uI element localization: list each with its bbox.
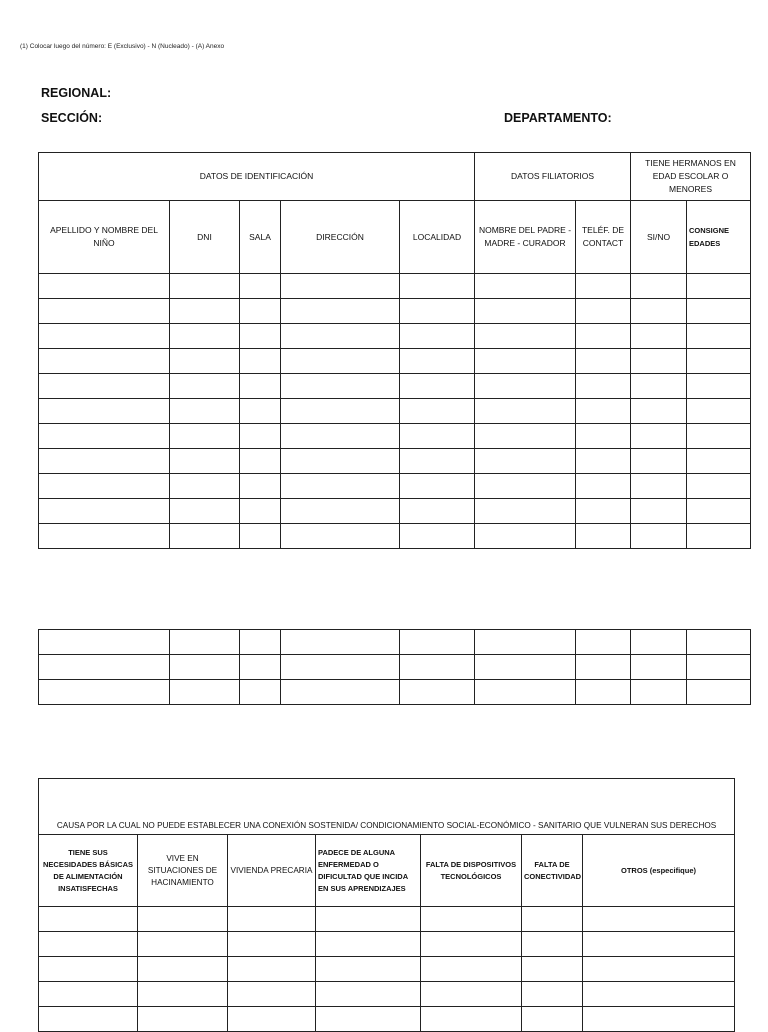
table-cell[interactable] [631, 474, 687, 499]
column-header-telefono: TELÉF. DE CONTACT [576, 201, 631, 274]
table-cell[interactable] [240, 399, 281, 424]
table-row [39, 499, 751, 524]
table-cell[interactable] [228, 957, 316, 982]
table-cell[interactable] [39, 274, 170, 299]
table-cell[interactable] [522, 932, 583, 957]
table-row [39, 630, 751, 655]
table-cell[interactable] [281, 499, 400, 524]
departamento-label: DEPARTAMENTO: [504, 111, 612, 125]
footnote-text: (1) Colocar luego del número: E (Exclusivo) - N (Nucleado) - (A) Anexo [20, 43, 225, 50]
table-cell[interactable] [576, 474, 631, 499]
table-cell[interactable] [170, 630, 240, 655]
table-cell[interactable] [631, 424, 687, 449]
table-cell[interactable] [39, 399, 170, 424]
table-cell[interactable] [39, 374, 170, 399]
table-cell[interactable] [631, 680, 687, 705]
table-cell[interactable] [631, 349, 687, 374]
table-cell[interactable] [475, 299, 576, 324]
table-cell[interactable] [39, 499, 170, 524]
table-cell[interactable] [576, 630, 631, 655]
column-header-enfermedad: PADECE DE ALGUNA ENFERMEDAD O DIFICULTAD QUE INCIDA EN SUS APRENDIZAJES [316, 835, 421, 907]
table-cell[interactable] [687, 374, 751, 399]
table-cell[interactable] [400, 499, 475, 524]
seccion-label: SECCIÓN: [41, 111, 103, 125]
table-cell[interactable] [631, 399, 687, 424]
table-row [39, 1007, 735, 1032]
table-cell[interactable] [522, 907, 583, 932]
table-cell[interactable] [687, 449, 751, 474]
table-cell[interactable] [281, 374, 400, 399]
table-cell[interactable] [170, 449, 240, 474]
table-cell[interactable] [138, 1007, 228, 1032]
table-cell[interactable] [687, 299, 751, 324]
table-cell[interactable] [281, 630, 400, 655]
table-cell[interactable] [576, 449, 631, 474]
table-cell[interactable] [475, 449, 576, 474]
table-row [39, 424, 751, 449]
table-cell[interactable] [39, 982, 138, 1007]
column-header-dispositivos: FALTA DE DISPOSITIVOS TECNOLÓGICOS [421, 835, 522, 907]
table-cell[interactable] [475, 399, 576, 424]
table-cell[interactable] [687, 349, 751, 374]
table-cell[interactable] [475, 655, 576, 680]
table-cell[interactable] [400, 424, 475, 449]
table-cell[interactable] [170, 680, 240, 705]
table-cell[interactable] [687, 424, 751, 449]
table-cell[interactable] [240, 274, 281, 299]
column-header-hacinamiento: VIVE EN SITUACIONES DE HACINAMIENTO [138, 835, 228, 907]
column-header-conectividad: FALTA DE CONECTIVIDAD [522, 835, 583, 907]
table-cell[interactable] [631, 324, 687, 349]
table-cell[interactable] [170, 324, 240, 349]
column-header-otros: OTROS (especifique) [583, 835, 735, 907]
table-cell[interactable] [39, 932, 138, 957]
table-cell[interactable] [281, 424, 400, 449]
table-cell[interactable] [39, 524, 170, 549]
table-cell[interactable] [240, 680, 281, 705]
regional-label: REGIONAL: [41, 86, 112, 100]
table-cell[interactable] [170, 399, 240, 424]
table-cell[interactable] [576, 424, 631, 449]
table-cell[interactable] [240, 424, 281, 449]
table-cell[interactable] [576, 680, 631, 705]
table-cell[interactable] [475, 499, 576, 524]
table-row [39, 449, 751, 474]
table-cell[interactable] [138, 957, 228, 982]
table-cell[interactable] [170, 374, 240, 399]
table-cell[interactable] [576, 324, 631, 349]
table-cell[interactable] [631, 499, 687, 524]
column-header-vivienda-precaria: VIVIENDA PRECARIA [228, 835, 316, 907]
table-cell[interactable] [281, 324, 400, 349]
table-cell[interactable] [475, 630, 576, 655]
table-cell[interactable] [316, 1007, 421, 1032]
column-header-dni: DNI [170, 201, 240, 274]
column-header-sala: SALA [240, 201, 281, 274]
table-cell[interactable] [39, 299, 170, 324]
table-cell[interactable] [421, 932, 522, 957]
table-cell[interactable] [170, 299, 240, 324]
table-cell[interactable] [281, 524, 400, 549]
student-identification-table-continued [38, 629, 751, 705]
table-cell[interactable] [421, 1007, 522, 1032]
table-cell[interactable] [576, 299, 631, 324]
header-causa-conexion: CAUSA POR LA CUAL NO PUEDE ESTABLECER UNA CONEXIÓN SOSTENIDA/ CONDICIONAMIENTO SOCIAL-ECONÓMICO - SANITARIO QUE VULNERAN SUS DERECHOS [39, 779, 735, 835]
table-row [39, 524, 751, 549]
column-header-apellido-nombre: APELLIDO Y NOMBRE DEL NIÑO [39, 201, 170, 274]
table-row [39, 324, 751, 349]
table-cell[interactable] [170, 424, 240, 449]
table-cell[interactable] [631, 374, 687, 399]
table-cell[interactable] [39, 655, 170, 680]
table-cell[interactable] [522, 957, 583, 982]
table-cell[interactable] [400, 399, 475, 424]
table-cell[interactable] [421, 982, 522, 1007]
table-cell[interactable] [687, 324, 751, 349]
table-cell[interactable] [400, 655, 475, 680]
column-header-consigne-edades: CONSIGNE EDADES [687, 201, 751, 274]
table-cell[interactable] [631, 299, 687, 324]
table-cell[interactable] [576, 524, 631, 549]
table-cell[interactable] [475, 374, 576, 399]
table-row [39, 274, 751, 299]
table-cell[interactable] [687, 630, 751, 655]
table-cell[interactable] [687, 399, 751, 424]
table-row [39, 957, 735, 982]
table-cell[interactable] [39, 907, 138, 932]
table-cell[interactable] [576, 274, 631, 299]
table-cell[interactable] [475, 680, 576, 705]
table-cell[interactable] [316, 957, 421, 982]
table-cell[interactable] [421, 907, 522, 932]
table-cell[interactable] [170, 274, 240, 299]
table-cell[interactable] [522, 1007, 583, 1032]
table-cell[interactable] [170, 655, 240, 680]
table-cell[interactable] [475, 324, 576, 349]
table-cell[interactable] [400, 474, 475, 499]
table-cell[interactable] [39, 630, 170, 655]
table-row [39, 982, 735, 1007]
table-cell[interactable] [400, 324, 475, 349]
column-header-si-no: SI/NO [631, 201, 687, 274]
table-cell[interactable] [583, 932, 735, 957]
table-cell[interactable] [240, 299, 281, 324]
table-cell[interactable] [39, 324, 170, 349]
table-cell[interactable] [240, 324, 281, 349]
table-cell[interactable] [240, 630, 281, 655]
table-cell[interactable] [170, 474, 240, 499]
table-cell[interactable] [39, 474, 170, 499]
table-cell[interactable] [170, 524, 240, 549]
header-datos-filiatorios: DATOS FILIATORIOS [475, 153, 631, 201]
table-cell[interactable] [316, 907, 421, 932]
table-cell[interactable] [281, 274, 400, 299]
table-cell[interactable] [281, 474, 400, 499]
table-cell[interactable] [138, 932, 228, 957]
table-cell[interactable] [240, 655, 281, 680]
table-cell[interactable] [400, 449, 475, 474]
table-cell[interactable] [240, 524, 281, 549]
table-cell[interactable] [240, 474, 281, 499]
table-cell[interactable] [576, 399, 631, 424]
table-cell[interactable] [39, 424, 170, 449]
table-cell[interactable] [400, 524, 475, 549]
table-cell[interactable] [240, 499, 281, 524]
table-cell[interactable] [39, 1007, 138, 1032]
table-row [39, 474, 751, 499]
table-cell[interactable] [240, 449, 281, 474]
table-cell[interactable] [400, 680, 475, 705]
table-cell[interactable] [281, 299, 400, 324]
student-identification-table [38, 152, 751, 549]
table-cell[interactable] [475, 474, 576, 499]
table-cell[interactable] [576, 349, 631, 374]
connectivity-causes-table [38, 778, 735, 1032]
table-cell[interactable] [39, 680, 170, 705]
table-cell[interactable] [583, 982, 735, 1007]
table-cell[interactable] [687, 499, 751, 524]
table-cell[interactable] [687, 274, 751, 299]
table-cell[interactable] [576, 499, 631, 524]
table-cell[interactable] [281, 655, 400, 680]
table-cell[interactable] [576, 655, 631, 680]
table-row [39, 907, 735, 932]
table-cell[interactable] [475, 274, 576, 299]
table-cell[interactable] [400, 349, 475, 374]
table-cell[interactable] [39, 349, 170, 374]
table-cell[interactable] [400, 274, 475, 299]
table-cell[interactable] [138, 982, 228, 1007]
table-cell[interactable] [576, 374, 631, 399]
table-cell[interactable] [281, 349, 400, 374]
table-cell[interactable] [228, 1007, 316, 1032]
table-row [39, 349, 751, 374]
table-cell[interactable] [421, 957, 522, 982]
table-cell[interactable] [475, 349, 576, 374]
table-cell[interactable] [228, 932, 316, 957]
table-cell[interactable] [39, 449, 170, 474]
table-cell[interactable] [400, 630, 475, 655]
table-cell[interactable] [583, 957, 735, 982]
table-cell[interactable] [687, 680, 751, 705]
table-row [39, 399, 751, 424]
table-cell[interactable] [228, 982, 316, 1007]
table-cell[interactable] [400, 299, 475, 324]
table-cell[interactable] [316, 982, 421, 1007]
table-cell[interactable] [138, 907, 228, 932]
table-cell[interactable] [281, 680, 400, 705]
table-cell[interactable] [631, 655, 687, 680]
table-row [39, 932, 735, 957]
table-row [39, 655, 751, 680]
table-cell[interactable] [631, 630, 687, 655]
column-header-direccion: DIRECCIÓN [281, 201, 400, 274]
table-cell[interactable] [281, 449, 400, 474]
header-tiene-hermanos: TIENE HERMANOS EN EDAD ESCOLAR O MENORES [631, 153, 751, 201]
table-cell[interactable] [240, 374, 281, 399]
table-cell[interactable] [583, 1007, 735, 1032]
table-cell[interactable] [228, 907, 316, 932]
table-cell[interactable] [316, 932, 421, 957]
table-cell[interactable] [240, 349, 281, 374]
table-cell[interactable] [583, 907, 735, 932]
table-row [39, 680, 751, 705]
table-cell[interactable] [281, 399, 400, 424]
table-cell[interactable] [687, 655, 751, 680]
table-cell[interactable] [475, 424, 576, 449]
table-cell[interactable] [631, 449, 687, 474]
column-header-nombre-padre: NOMBRE DEL PADRE - MADRE - CURADOR [475, 201, 576, 274]
column-header-necesidades-basicas: TIENE SUS NECESIDADES BÁSICAS DE ALIMENTACIÓN INSATISFECHAS [39, 835, 138, 907]
table-cell[interactable] [39, 957, 138, 982]
table-cell[interactable] [170, 349, 240, 374]
table-cell[interactable] [475, 524, 576, 549]
table-cell[interactable] [400, 374, 475, 399]
table-cell[interactable] [522, 982, 583, 1007]
table-row [39, 299, 751, 324]
table-cell[interactable] [170, 499, 240, 524]
table-cell[interactable] [631, 274, 687, 299]
header-datos-identificacion: DATOS DE IDENTIFICACIÓN [39, 153, 475, 201]
column-header-localidad: LOCALIDAD [400, 201, 475, 274]
table-cell[interactable] [631, 524, 687, 549]
table-cell[interactable] [687, 474, 751, 499]
table-row [39, 374, 751, 399]
table-cell[interactable] [687, 524, 751, 549]
